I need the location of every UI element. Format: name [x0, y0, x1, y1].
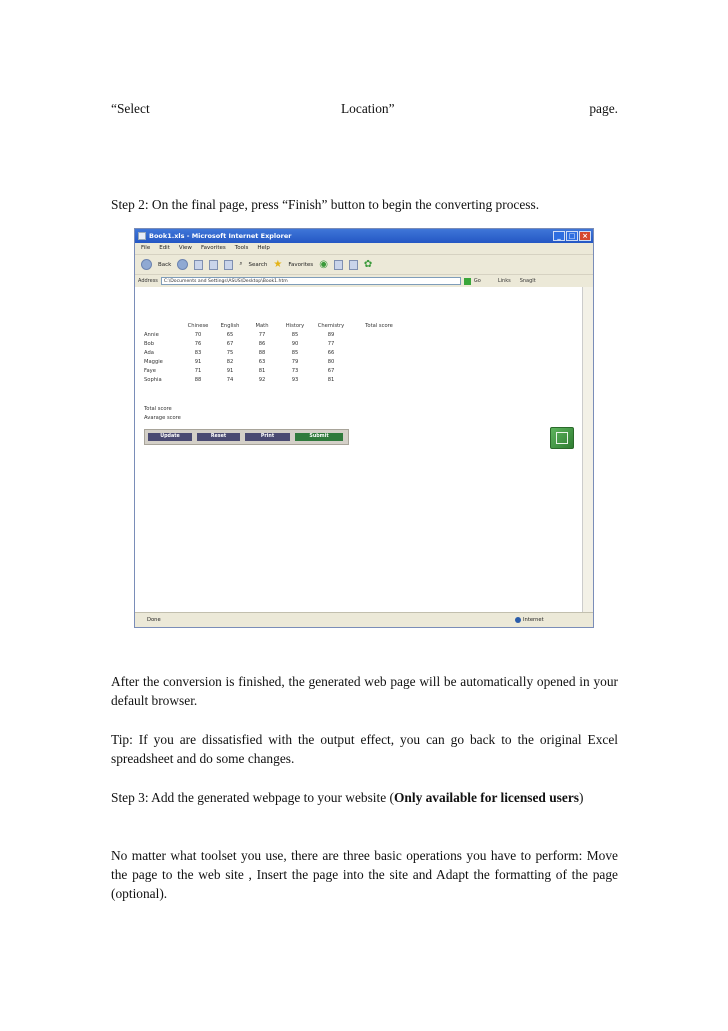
cell: 88	[194, 376, 202, 383]
links-label[interactable]: Links	[497, 278, 511, 284]
menu-favorites[interactable]: Favorites	[200, 245, 226, 251]
step-3-end: )	[578, 790, 584, 805]
cell: 81	[327, 376, 335, 383]
col-chinese: Chinese	[187, 322, 209, 329]
window-title: Book1.xls - Microsoft Internet Explorer	[149, 232, 292, 240]
home-icon[interactable]	[224, 260, 233, 270]
col-chemistry: Chemistry	[317, 322, 345, 329]
address-label: Address	[138, 278, 158, 284]
status-bar	[135, 612, 593, 627]
row-name: Maggie	[144, 358, 163, 365]
print-button[interactable]: Print	[245, 433, 290, 441]
cell: 71	[194, 367, 202, 374]
cell: 88	[258, 349, 266, 356]
submit-button[interactable]: Submit	[295, 433, 343, 441]
excel-icon[interactable]	[550, 427, 574, 449]
table-row	[144, 348, 408, 357]
address-bar	[135, 274, 593, 287]
cell: 73	[291, 367, 299, 374]
browser-toolbar	[135, 254, 593, 274]
go-arrow-icon[interactable]	[464, 278, 471, 285]
page-word: page.	[589, 101, 618, 116]
mail-icon[interactable]	[334, 260, 343, 270]
location-word: Location”	[341, 101, 395, 116]
search-label[interactable]: Search	[248, 261, 268, 268]
cell: 70	[194, 331, 202, 338]
cell: 93	[291, 376, 299, 383]
col-history: History	[285, 322, 305, 329]
update-button[interactable]: Update	[148, 433, 192, 441]
globe-icon	[515, 617, 521, 623]
table-row	[144, 366, 408, 375]
total-score-label: Total score	[144, 406, 172, 412]
cell: 83	[194, 349, 202, 356]
cell: 90	[291, 340, 299, 347]
status-zone: Internet	[523, 617, 544, 623]
vertical-scrollbar[interactable]	[582, 287, 593, 613]
media-icon[interactable]: ◉	[319, 258, 328, 270]
cell: 65	[226, 331, 234, 338]
step-3-text	[111, 788, 618, 807]
row-name: Sophia	[144, 376, 162, 383]
stop-icon[interactable]	[194, 260, 203, 270]
table-row	[144, 330, 408, 339]
ie-page-icon	[138, 232, 146, 240]
row-name: Ada	[144, 349, 154, 356]
status-done: Done	[147, 617, 161, 623]
menu-help[interactable]: Help	[257, 245, 270, 251]
address-input[interactable]: C:\Documents and Settings\ASUS\Desktop\Book1.htm	[161, 277, 461, 285]
cell: 63	[258, 358, 266, 365]
menu-file[interactable]: File	[141, 245, 151, 251]
step-2-text: Step 2: On the final page, press “Finish” button to begin the converting process.	[111, 197, 540, 212]
menu-view[interactable]: View	[178, 245, 192, 251]
table-header-row	[144, 321, 408, 330]
forward-arrow-icon[interactable]	[177, 259, 188, 270]
cell: 85	[291, 331, 299, 338]
table-row	[144, 375, 408, 384]
score-table	[144, 321, 408, 384]
maximize-icon[interactable]: □	[566, 231, 578, 241]
cell: 92	[258, 376, 266, 383]
cell: 67	[226, 340, 234, 347]
cell: 74	[226, 376, 234, 383]
step-3-lead: Step 3: Add the generated webpage to your website (	[111, 790, 394, 805]
window-titlebar	[135, 229, 593, 243]
row-name: Faye	[144, 367, 156, 374]
minimize-icon[interactable]: _	[553, 231, 565, 241]
cell: 77	[258, 331, 266, 338]
col-english: English	[220, 322, 240, 329]
close-icon[interactable]: ×	[579, 231, 591, 241]
cell: 91	[194, 358, 202, 365]
cell: 91	[226, 367, 234, 374]
favorites-star-icon[interactable]: ★	[273, 258, 283, 270]
cell: 76	[194, 340, 202, 347]
cell: 80	[327, 358, 335, 365]
snagit-label[interactable]: SnagIt	[519, 278, 536, 284]
cell: 86	[258, 340, 266, 347]
operations-text: No matter what toolset you use, there are three basic operations you have to perform: Move the page to the web site , Insert the page into the site and Adapt the formatting of the page (optional).	[111, 848, 618, 901]
cell: 89	[327, 331, 335, 338]
cell: 85	[291, 349, 299, 356]
messenger-icon[interactable]: ✿	[363, 258, 373, 270]
cell: 81	[258, 367, 266, 374]
after-conversion-text: After the conversion is finished, the generated web page will be automatically opened in your default browser.	[111, 674, 618, 708]
col-total-score: Total score	[365, 322, 393, 329]
totals-block	[144, 405, 181, 423]
menu-edit[interactable]: Edit	[159, 245, 170, 251]
go-label[interactable]: Go	[473, 278, 481, 284]
cell: 67	[327, 367, 335, 374]
menu-tools[interactable]: Tools	[234, 245, 249, 251]
search-icon[interactable]: ⌕	[239, 261, 243, 267]
favorites-label[interactable]: Favorites	[288, 261, 314, 268]
refresh-icon[interactable]	[209, 260, 218, 270]
tip-text: Tip: If you are dissatisfied with the output effect, you can go back to the original Excel spreadsheet and do some changes.	[111, 732, 618, 766]
average-score-label: Avarage score	[144, 415, 181, 421]
cell: 82	[226, 358, 234, 365]
cell: 79	[291, 358, 299, 365]
form-button-panel	[144, 429, 349, 445]
print-icon[interactable]	[349, 260, 358, 270]
cell: 66	[327, 349, 335, 356]
back-arrow-icon[interactable]	[141, 259, 152, 270]
back-label[interactable]: Back	[158, 261, 172, 268]
menu-bar	[135, 243, 593, 254]
col-math: Math	[255, 322, 269, 329]
table-row	[144, 357, 408, 366]
table-row	[144, 339, 408, 348]
licensed-note: Only available for licensed users	[393, 790, 579, 805]
row-name: Bob	[144, 340, 155, 347]
reset-button[interactable]: Reset	[197, 433, 240, 441]
page-content	[135, 287, 584, 613]
cell: 75	[226, 349, 234, 356]
select-word: “Select	[111, 101, 150, 116]
cell: 77	[327, 340, 335, 347]
browser-screenshot	[134, 228, 594, 628]
row-name: Annie	[144, 331, 159, 338]
